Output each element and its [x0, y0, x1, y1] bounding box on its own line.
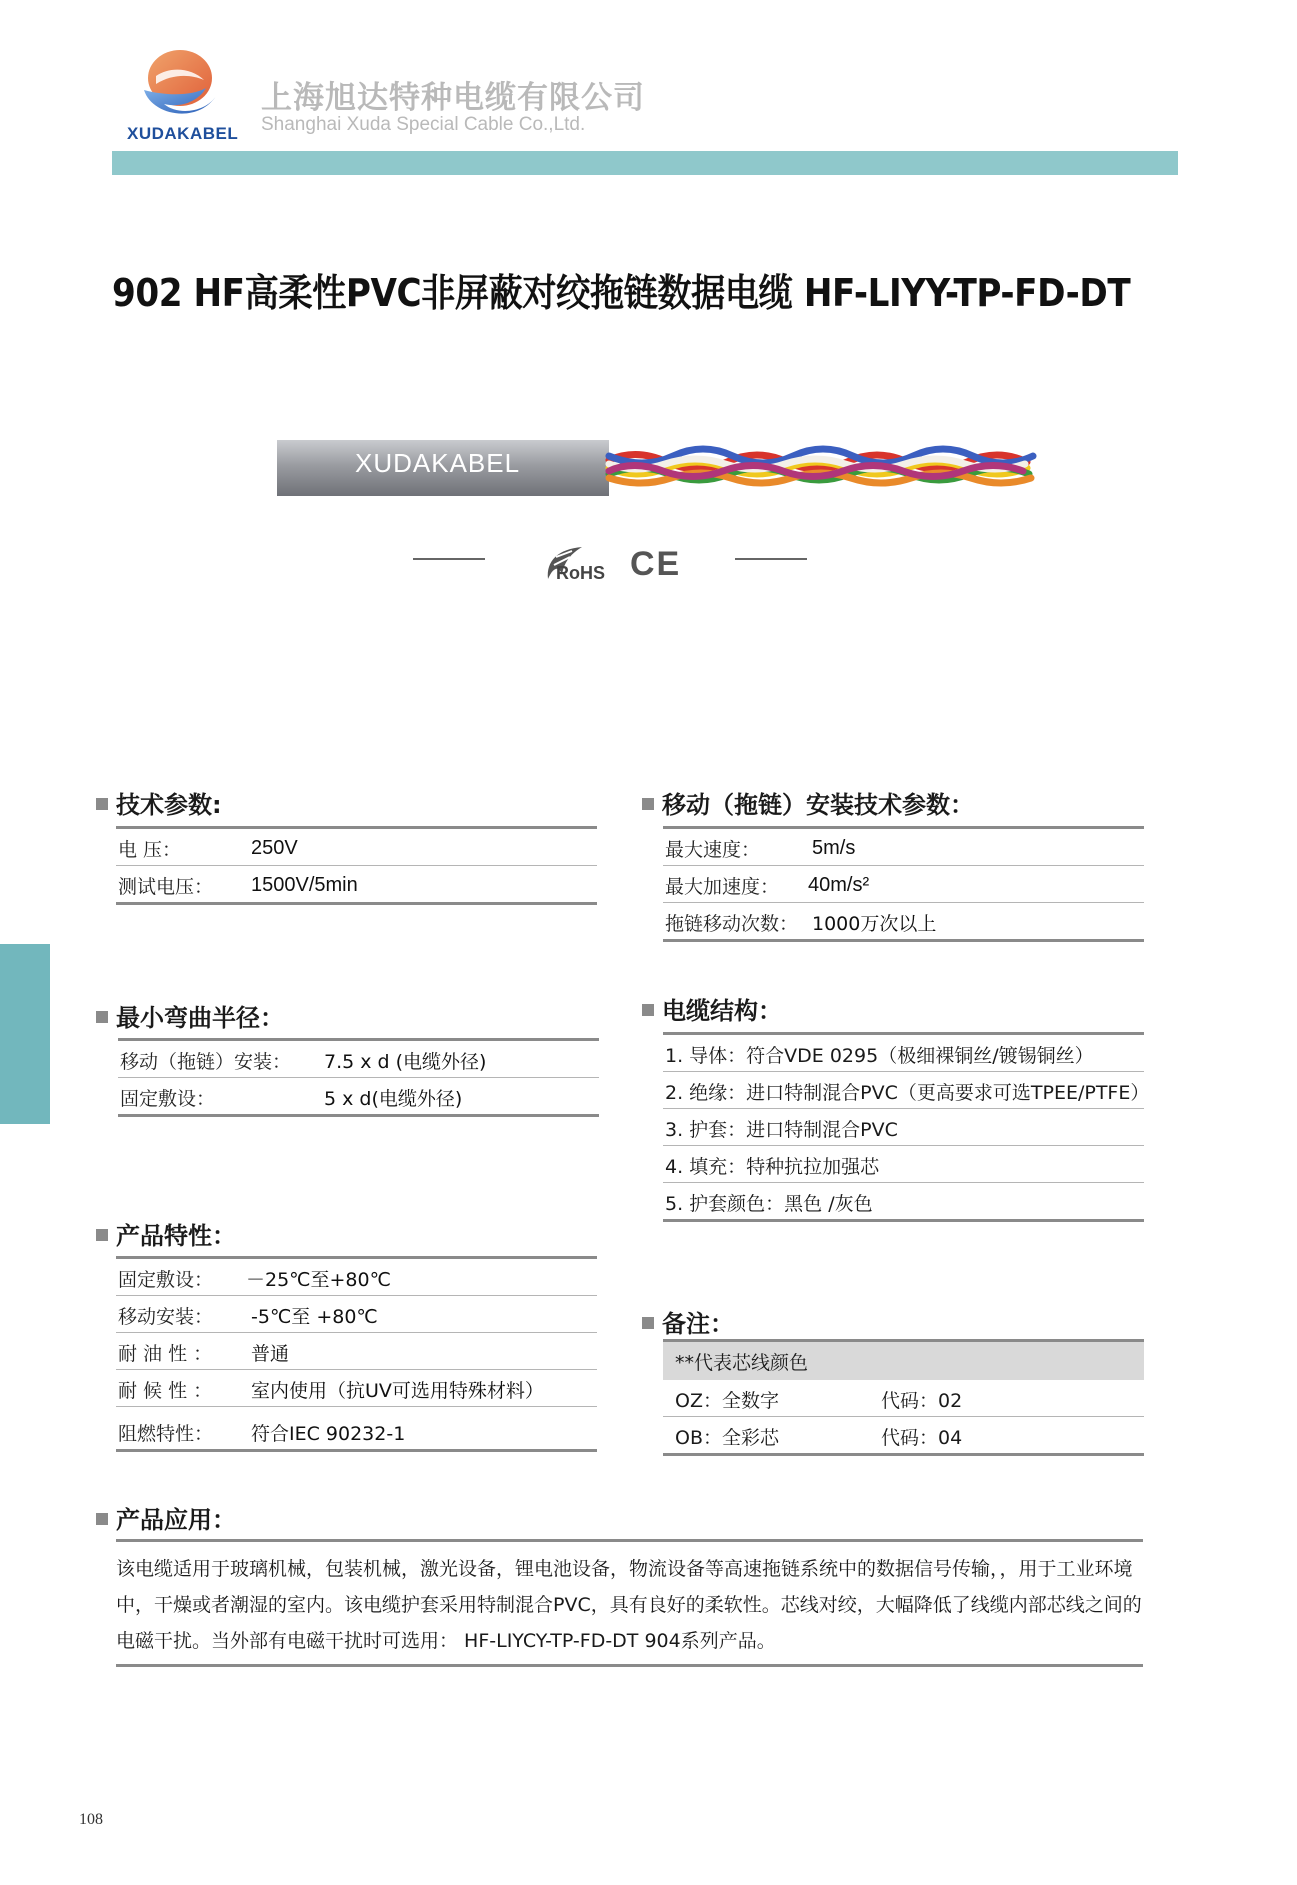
- param-value: 室内使用（抗UV可选用特殊材料）: [251, 1380, 544, 1402]
- features-title-text: 产品特性：: [116, 1222, 236, 1250]
- notes-header-row: [663, 1342, 1144, 1380]
- application-rule-top: [116, 1539, 1143, 1542]
- list-item: [663, 1183, 1144, 1222]
- rohs-label: RoHS: [556, 563, 605, 583]
- application-title-text: 产品应用：: [116, 1506, 236, 1534]
- application-title: [96, 1500, 236, 1535]
- page-number: 108: [79, 1811, 103, 1828]
- note-code-name: OB：全彩芯: [675, 1427, 779, 1449]
- application-rule-bottom: [116, 1664, 1143, 1667]
- param-label: 测试电压：: [118, 876, 214, 898]
- param-label: 耐 候 性 ：: [118, 1380, 213, 1402]
- structure-item: 3. 护套：进口特制混合PVC: [665, 1119, 898, 1141]
- company-name-cn: 上海旭达特种电缆有限公司: [261, 80, 645, 116]
- tech-params-title-text: 技术参数:: [116, 791, 222, 819]
- list-item: [663, 1109, 1144, 1146]
- section-bullet-icon: [96, 798, 108, 810]
- note-code-value: 代码：02: [881, 1390, 963, 1412]
- param-value: 7.5 x d (电缆外径): [324, 1051, 487, 1073]
- structure-item: 4. 填充：特种抗拉加强芯: [665, 1156, 880, 1178]
- list-item: [663, 1146, 1144, 1183]
- side-tab: [0, 944, 50, 1124]
- param-value: 1500V/5min: [251, 874, 358, 896]
- table-row: [663, 903, 1144, 942]
- list-item: [663, 1035, 1144, 1072]
- table-row: [663, 1380, 1144, 1417]
- section-bullet-icon: [96, 1513, 108, 1525]
- table-row: [663, 866, 1144, 903]
- param-label: 最大速度：: [665, 839, 761, 861]
- note-code-name: OZ：全数字: [675, 1390, 779, 1412]
- motion-params-title-text: 移动（拖链）安装技术参数：: [662, 791, 974, 819]
- table-row: [116, 866, 597, 905]
- table-row: [663, 829, 1144, 866]
- company-name-en: Shanghai Xuda Special Cable Co.,Ltd.: [261, 114, 586, 135]
- param-label: 耐 油 性 ：: [118, 1343, 213, 1365]
- table-row: [116, 1407, 597, 1452]
- param-label: 固定敷设：: [118, 1269, 214, 1291]
- cert-divider-right: [735, 558, 807, 560]
- structure-title: [642, 991, 782, 1026]
- rohs-mark: [542, 543, 612, 583]
- features-title: [96, 1216, 236, 1251]
- section-bullet-icon: [96, 1229, 108, 1241]
- cable-brand-print: XUDAKABEL: [355, 448, 521, 478]
- ce-label: CE: [630, 545, 682, 583]
- structure-item: 2. 绝缘：进口特制混合PVC（更高要求可选TPEE/PTFE）: [665, 1082, 1150, 1104]
- section-bullet-icon: [96, 1011, 108, 1023]
- table-row: [663, 1417, 1144, 1456]
- param-label: 最大加速度：: [665, 876, 780, 898]
- table-row: [116, 1259, 597, 1296]
- table-row: [118, 1041, 599, 1078]
- param-label: 拖链移动次数：: [665, 913, 799, 935]
- param-value: 40m/s²: [808, 874, 870, 896]
- list-item: [663, 1072, 1150, 1109]
- param-value: 符合IEC 90232-1: [251, 1423, 406, 1445]
- param-value: 5 x d(电缆外径): [324, 1088, 463, 1110]
- cert-divider-left: [413, 558, 485, 560]
- note-code-value: 代码：04: [881, 1427, 963, 1449]
- table-row: [116, 1370, 597, 1407]
- section-bullet-icon: [642, 1004, 654, 1016]
- param-label: 移动（拖链）安装：: [120, 1051, 292, 1073]
- logo-wordmark: XUDAKABEL: [127, 124, 239, 143]
- page-title: 902 HF高柔性PVC非屏蔽对绞拖链数据电缆 HF-LIYY-TP-FD-DT: [112, 271, 1131, 315]
- structure-item: 1. 导体：符合VDE 0295（极细裸铜丝/镀锡铜丝）: [665, 1045, 1094, 1067]
- param-label: 电 压：: [118, 839, 182, 861]
- notes-title-text: 备注：: [662, 1310, 734, 1338]
- header-bar: [112, 151, 1178, 175]
- bend-radius-title-text: 最小弯曲半径：: [116, 1004, 284, 1032]
- ce-mark: [630, 545, 682, 583]
- tech-params-title: [96, 785, 222, 820]
- motion-params-title: [642, 785, 974, 820]
- param-value: 250V: [251, 837, 298, 859]
- table-row: [118, 1078, 599, 1117]
- param-value: －25℃至+80℃: [246, 1269, 391, 1291]
- param-label: 固定敷设：: [120, 1088, 216, 1110]
- notes-header-text: **代表芯线颜色: [675, 1352, 809, 1374]
- structure-title-text: 电缆结构：: [662, 997, 782, 1025]
- table-row: [116, 1296, 597, 1333]
- bend-radius-title: [96, 998, 284, 1033]
- param-value: 5m/s: [812, 837, 856, 859]
- table-row: [116, 829, 597, 866]
- structure-item: 5. 护套颜色：黑色 /灰色: [665, 1193, 873, 1215]
- table-row: [116, 1333, 597, 1370]
- param-label: 移动安装：: [118, 1306, 214, 1328]
- section-bullet-icon: [642, 1317, 654, 1329]
- param-value: 普通: [251, 1343, 290, 1365]
- param-value: 1000万次以上: [812, 913, 937, 935]
- notes-title: [642, 1304, 734, 1339]
- param-label: 阻燃特性：: [118, 1423, 214, 1445]
- application-text: 该电缆适用于玻璃机械，包装机械，激光设备，锂电池设备，物流设备等高速拖链系统中的数据信号传输，，用于工业环境中，干燥或者潮湿的室内。该电缆护套采用特制混合PVC，具有良好的柔软性。芯线对绞，大幅降低了线缆内部芯线之间的电磁干扰。当外部有电磁干扰时可选用： HF-LIYCY-TP-FD-DT 904系列产品。: [116, 1558, 1142, 1652]
- param-value: -5℃至 +80℃: [251, 1306, 378, 1328]
- section-bullet-icon: [642, 798, 654, 810]
